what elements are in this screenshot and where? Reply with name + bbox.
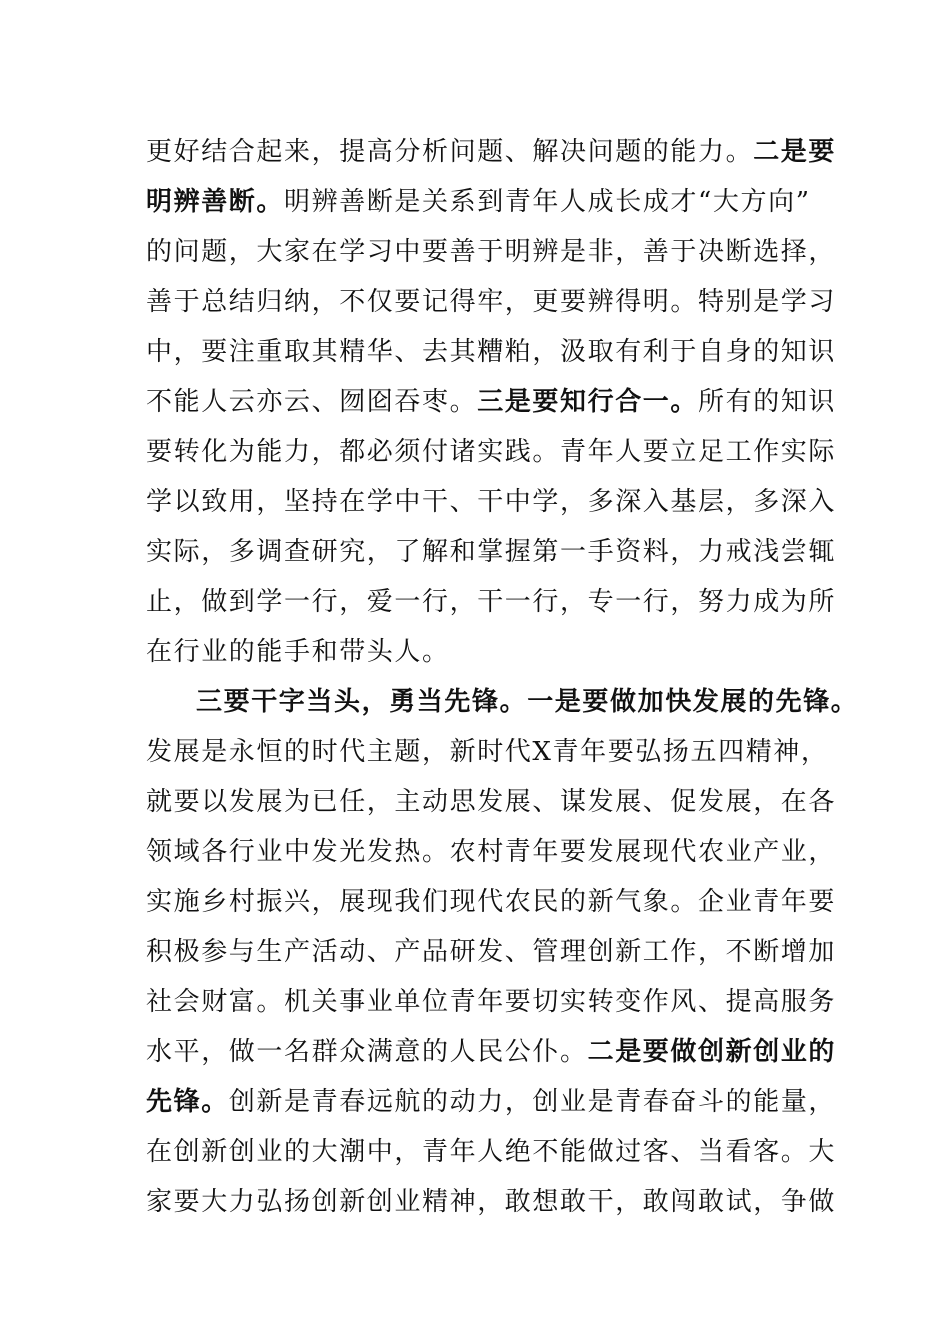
text-run: 中，要注重取其精华、去其糟粕，汲取有利于自身的知识 — [146, 337, 837, 367]
bold-text-run: 二是要 — [753, 137, 837, 167]
text-run: 发展是永恒的时代主题，新时代X青年要弘扬五四精神， — [146, 737, 829, 767]
text-line — [146, 987, 837, 1017]
text-line — [146, 637, 826, 667]
text-line — [146, 1137, 837, 1167]
text-line — [146, 287, 837, 317]
text-run: 积极参与生产活动、产品研发、管理创新工作，不断增加 — [146, 937, 837, 967]
text-line — [146, 737, 829, 767]
bold-text-run: 明辨善断。 — [146, 187, 285, 217]
text-run: 社会财富。机关事业单位青年要切实转变作风、提高服务 — [146, 987, 837, 1017]
text-run: 更好结合起来，提高分析问题、解决问题的能力。 — [146, 137, 754, 167]
text-run: 善于总结归纳，不仅要记得牢，更要辨得明。特别是学习 — [146, 287, 837, 317]
text-run: 创新是青春远航的动力，创业是青春奋斗的能量， — [228, 1087, 837, 1117]
text-run: 就要以发展为已任，主动思发展、谋发展、促发展，在各 — [146, 787, 837, 817]
text-run: 的问题，大家在学习中要善于明辨是非，善于决断选择， — [146, 237, 837, 267]
text-line — [196, 687, 876, 717]
text-run: 实际，多调查研究，了解和掌握第一手资料，力戒浅尝辄 — [146, 537, 837, 567]
bold-text-run: 先锋。 — [146, 1087, 229, 1117]
text-run: 在行业的能手和带头人。 — [146, 637, 450, 667]
bold-text-run: 三是要知行合一。 — [477, 387, 699, 417]
text-run: 止，做到学一行，爱一行，干一行，专一行，努力成为所 — [146, 587, 837, 617]
text-line — [146, 587, 837, 617]
text-line — [146, 237, 837, 267]
text-run: 领域各行业中发光发热。农村青年要发展现代农业产业， — [146, 837, 837, 867]
text-run: 要转化为能力，都必须付诸实践。青年人要立足工作实际 — [146, 437, 837, 467]
text-line — [146, 787, 837, 817]
text-run: 不能人云亦云、囫囵吞枣。 — [146, 387, 478, 417]
text-line — [146, 137, 837, 167]
text-run: 所有的知识 — [698, 387, 837, 417]
text-run: 水平，做一名群众满意的人民公仆。 — [146, 1037, 588, 1067]
text-line — [146, 937, 837, 967]
text-line — [146, 187, 826, 217]
text-run: 实施乡村振兴，展现我们现代农民的新气象。企业青年要 — [146, 887, 837, 917]
text-line — [146, 1037, 837, 1067]
text-line — [146, 337, 837, 367]
text-line — [146, 887, 837, 917]
text-run: 明辨善断是关系到青年人成长成才“大方向” — [284, 187, 811, 217]
text-run: 学以致用，坚持在学中干、干中学，多深入基层，多深入 — [146, 487, 837, 517]
text-line — [146, 537, 837, 567]
text-line — [146, 487, 837, 517]
bold-text-run: 二是要做创新创业的 — [587, 1037, 837, 1067]
text-line — [146, 437, 837, 467]
text-line — [146, 1187, 837, 1217]
text-run: 在创新创业的大潮中，青年人绝不能做过客、当看客。大 — [146, 1137, 837, 1167]
text-line — [146, 837, 837, 867]
text-run: 家要大力弘扬创新创业精神，敢想敢干，敢闯敢试，争做 — [146, 1187, 837, 1217]
text-line — [146, 387, 837, 417]
text-line — [146, 1087, 837, 1117]
bold-text-run: 三要干字当头，勇当先锋。一是要做加快发展的先锋。 — [196, 687, 859, 717]
